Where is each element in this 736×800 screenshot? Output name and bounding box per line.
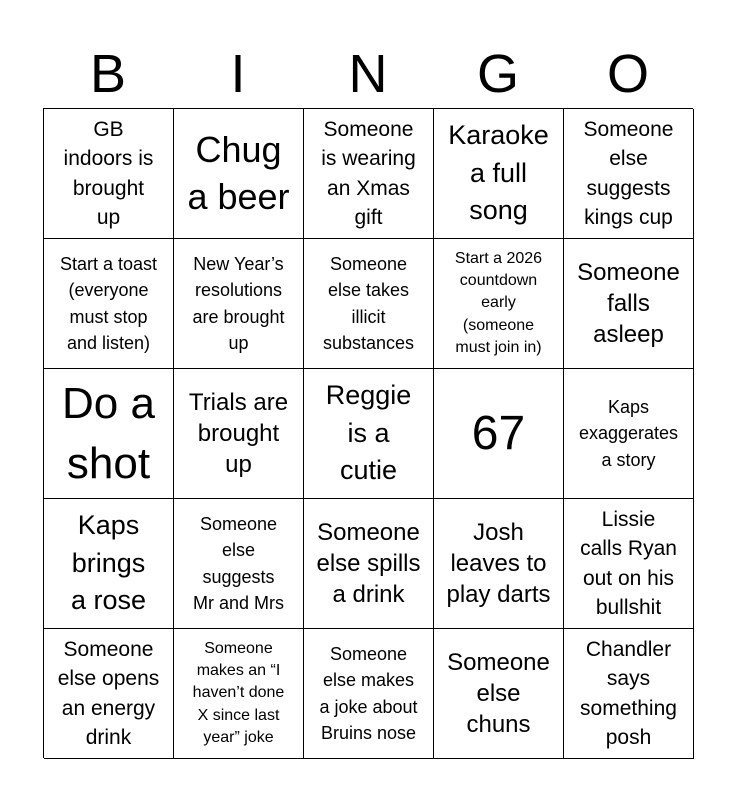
bingo-cell[interactable] [304, 629, 434, 759]
bingo-cell[interactable] [304, 239, 434, 369]
free-space-cell[interactable] [434, 369, 564, 499]
cell-label: GB indoors is brought up [63, 117, 154, 229]
cell-label: Someone else spills a drink [316, 518, 421, 609]
bingo-cell[interactable] [304, 499, 434, 629]
cell-label: Lissie calls Ryan out on his bullshit [580, 507, 677, 619]
bingo-cell[interactable] [434, 239, 564, 369]
bingo-cell[interactable] [174, 629, 304, 759]
free-space-label: 67 [471, 406, 526, 460]
cell-label: Trials are brought up [188, 388, 289, 479]
cell-label: Someone else suggests Mr and Mrs [192, 514, 284, 613]
bingo-cell[interactable] [564, 369, 694, 499]
header-letter-n: N [348, 44, 388, 104]
cell-label: Josh leaves to play darts [446, 518, 551, 609]
bingo-cell[interactable] [434, 109, 564, 239]
bingo-cell[interactable] [174, 239, 304, 369]
bingo-cell[interactable] [434, 629, 564, 759]
bingo-cell[interactable] [174, 499, 304, 629]
bingo-cell[interactable] [174, 109, 304, 239]
bingo-cell[interactable] [564, 499, 694, 629]
bingo-cell[interactable] [304, 109, 434, 239]
header-letter-o: O [606, 44, 649, 104]
cell-label: Chandler says something posh [580, 637, 677, 749]
cell-label: Kaps brings a rose [70, 509, 147, 616]
cell-label: Someone makes an “I haven’t done X since last year” joke [192, 639, 285, 747]
bingo-cell[interactable] [564, 239, 694, 369]
bingo-cell[interactable] [44, 629, 174, 759]
header-letter-g: G [476, 44, 519, 104]
bingo-cell[interactable] [44, 499, 174, 629]
bingo-header [43, 40, 693, 108]
cell-label: Start a 2026 countdown early (someone must join in) [454, 249, 543, 357]
cell-label: Someone else makes a joke about Bruins nose [319, 644, 418, 743]
cell-label: New Year’s resolutions are brought up [192, 254, 285, 353]
cell-label: Someone falls asleep [577, 258, 680, 349]
cell-label: Karaoke a full song [448, 119, 549, 226]
bingo-cell[interactable] [564, 109, 694, 239]
bingo-cell[interactable] [44, 239, 174, 369]
bingo-cell[interactable] [434, 499, 564, 629]
header-letter-b: B [89, 44, 127, 104]
cell-label: Chug a beer [187, 128, 290, 217]
bingo-cell[interactable] [304, 369, 434, 499]
cell-label: Kaps exaggerates a story [578, 397, 679, 470]
bingo-cell[interactable] [44, 109, 174, 239]
cell-label: Reggie is a cutie [325, 379, 412, 486]
cell-label: Start a toast (everyone must stop and listen) [59, 254, 158, 353]
bingo-board [43, 108, 693, 758]
cell-label: Someone else takes illicit substances [322, 254, 415, 353]
cell-label: Someone else opens an energy drink [57, 637, 160, 749]
cell-label: Someone else suggests kings cup [583, 117, 674, 229]
bingo-cell[interactable] [564, 629, 694, 759]
bingo-cell[interactable] [174, 369, 304, 499]
cell-label: Do a shot [62, 379, 155, 488]
cell-label: Someone else chuns [447, 648, 550, 739]
cell-label: Someone is wearing an Xmas gift [321, 117, 416, 229]
bingo-cell[interactable] [44, 369, 174, 499]
header-letter-i: I [230, 44, 246, 104]
